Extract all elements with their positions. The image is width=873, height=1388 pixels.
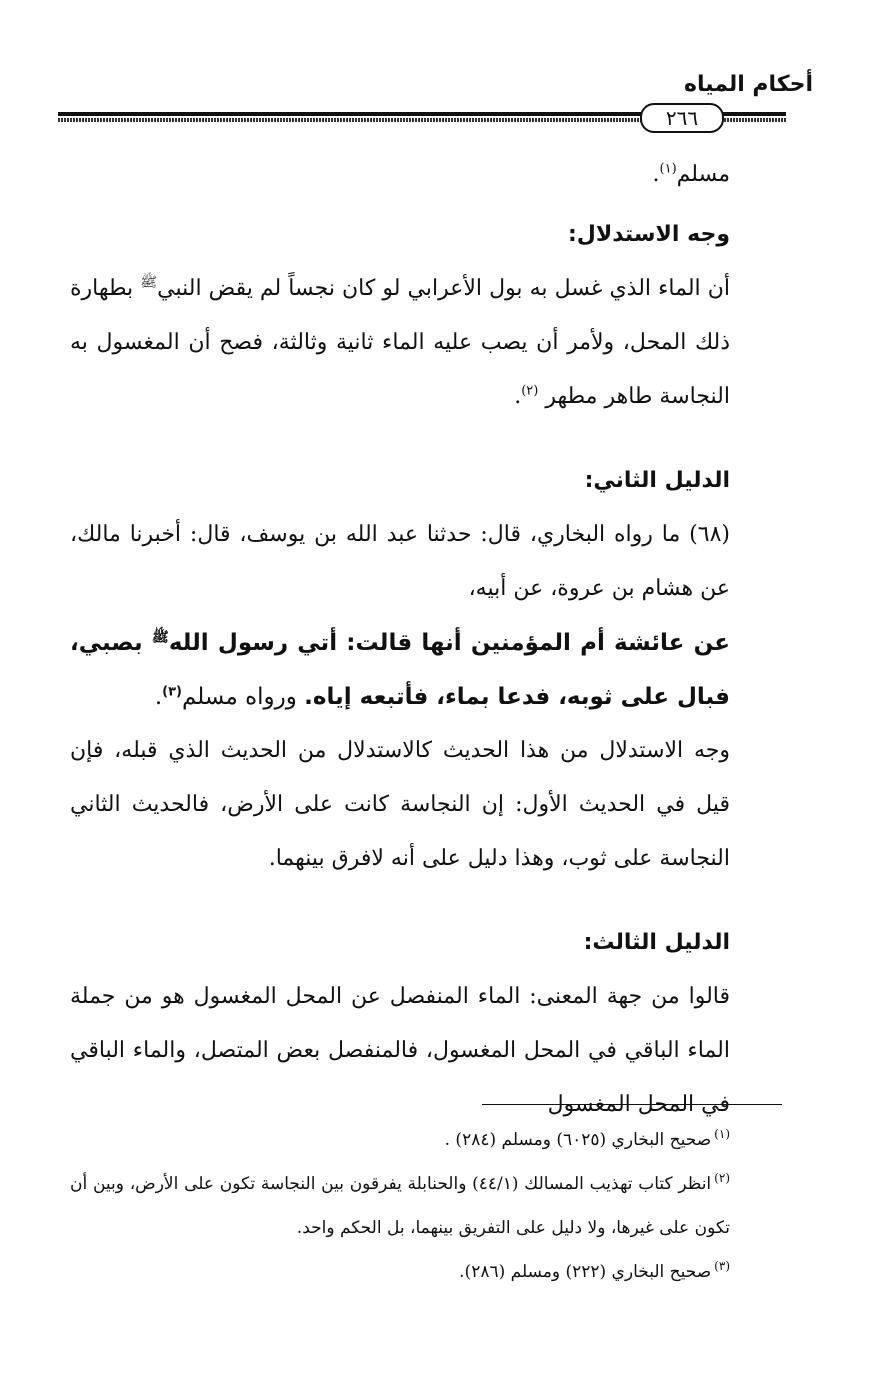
continuation-text: مسلم bbox=[676, 162, 730, 187]
paragraph-inference-b: بطهارة ذلك المحل، ولأمر أن يصب عليه الماء ثانية وثالثة، فصح أن المغسول به النجاسة طاهر مطهر bbox=[70, 276, 730, 409]
footnote-number: (٢) bbox=[714, 1171, 730, 1186]
continuation-end: . bbox=[652, 162, 660, 187]
paragraph-narration-chain: (٦٨) ما رواه البخاري، قال: حدثنا عبد الله بن يوسف، قال: أخبرنا مالك، عن هشام بن عروة، عن أبيه، bbox=[70, 522, 730, 601]
heading-inference: وجه الاستدلال: bbox=[567, 222, 730, 247]
paragraph-inference-a: أن الماء الذي غسل به بول الأعرابي لو كان نجساً لم يقض النبي bbox=[157, 276, 730, 301]
footnote-3 bbox=[70, 1250, 730, 1294]
hadith-text bbox=[70, 616, 730, 724]
hadith-source: ورواه مسلم bbox=[182, 684, 305, 710]
paragraph-meaning: قالوا من جهة المعنى: الماء المنفصل عن المحل المغسول هو من جملة الماء الباقي في المحل المغسول، فالمنفصل بعض المتصل، والماء الباقي في المحل المغسول bbox=[70, 984, 730, 1117]
footnote-number: (١) bbox=[714, 1127, 730, 1142]
heading-second-evidence: الدليل الثاني: bbox=[584, 468, 730, 493]
hadith-text-a: عن عائشة أم المؤمنين أنها قالت: أتي رسول الله bbox=[168, 630, 730, 656]
footnote-separator bbox=[482, 1104, 782, 1105]
continuation-line bbox=[70, 148, 730, 202]
footnote-text: صحيح البخاري (٦٠٢٥) ومسلم (٢٨٤) . bbox=[444, 1130, 712, 1150]
footnote-text: انظر كتاب تهذيب المسالك (٤٤/١) والحنابلة يفرقون بين النجاسة تكون على الأرض، وبين أن تكون على غيرها، ولا دليل على التفريق بينهما، بل الحكم واحد. bbox=[70, 1174, 730, 1238]
hadith-text-b: بصبي، فبال على ثوبه، فدعا بماء، فأتبعه إياه. bbox=[70, 630, 730, 710]
main-text bbox=[70, 148, 730, 1132]
footnote-ref-2: (٢) bbox=[521, 383, 539, 399]
footnotes bbox=[70, 1118, 730, 1294]
footnote-1 bbox=[70, 1118, 730, 1162]
footnote-2 bbox=[70, 1162, 730, 1250]
page-number: ٢٦٦ bbox=[640, 103, 724, 133]
running-title: أحكام المياه bbox=[683, 72, 813, 97]
paragraph-second-inference: وجه الاستدلال من هذا الحديث كالاستدلال من الحديث الذي قبله، فإن قيل في الحديث الأول: إن النجاسة كانت على الأرض، فالحديث الثاني النجاسة على ثوب، وهذا دليل على أنه لافرق بينهما. bbox=[70, 738, 730, 871]
footnote-ref-3: (٣) bbox=[162, 684, 182, 700]
paragraph-inference-end: . bbox=[514, 384, 522, 409]
honorific-glyph: ﷺ bbox=[140, 274, 158, 291]
paragraph-inference bbox=[70, 262, 730, 424]
footnote-number: (٣) bbox=[714, 1259, 730, 1274]
hadith-end: . bbox=[154, 684, 163, 710]
honorific-glyph: ﷺ bbox=[151, 629, 169, 646]
heading-third-evidence: الدليل الثالث: bbox=[583, 930, 730, 955]
footnote-ref-1: (١) bbox=[659, 161, 677, 177]
footnote-text: صحيح البخاري (٢٢٢) ومسلم (٢٨٦). bbox=[459, 1262, 712, 1282]
